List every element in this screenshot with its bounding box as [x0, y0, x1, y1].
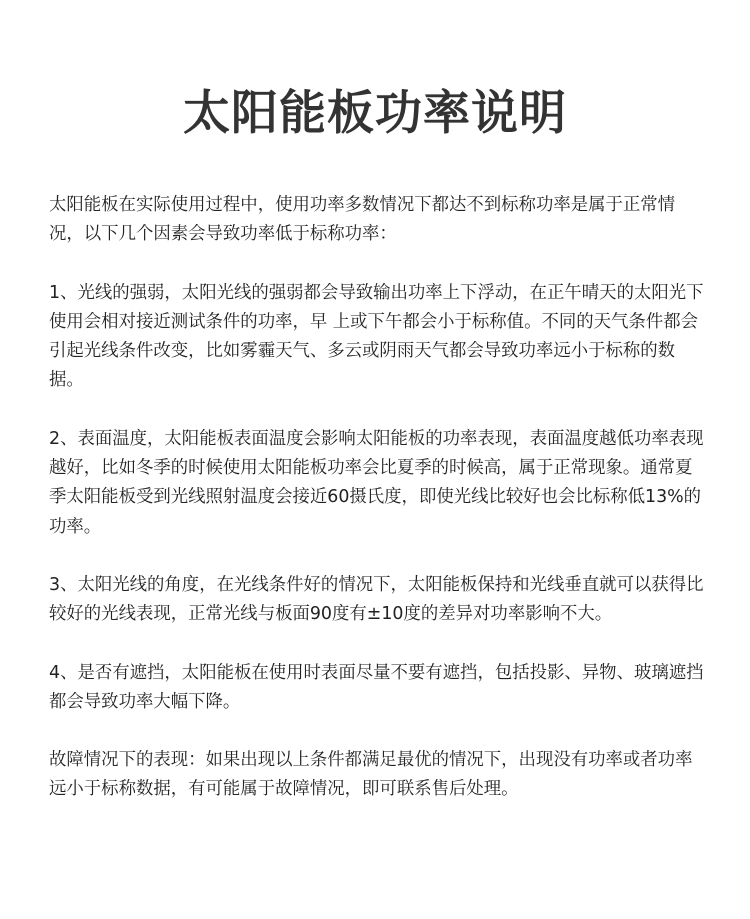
factor-shading-paragraph: 4、是否有遮挡，太阳能板在使用时表面尽量不要有遮挡，包括投影、异物、玻璃遮挡都会导致功率大幅下降。 [49, 662, 704, 712]
fault-paragraph: 故障情况下的表现：如果出现以上条件都满足最优的情况下，出现没有功率或者功率远小于标称数据，有可能属于故障情况，即可联系售后处理。 [49, 750, 693, 800]
factor-temperature-paragraph: 2、表面温度，太阳能板表面温度会影响太阳能板的功率表现，表面温度越低功率表现越好，比如冬季的时候使用太阳能板功率会比夏季的时候高，属于正常现象。通常夏季太阳能板受到光线照射温度会接近60摄氏度，即使光线比较好也会比标称低13%的功率。 [49, 428, 704, 537]
document-body [49, 191, 709, 834]
page-title: 太阳能板功率说明 [183, 86, 567, 141]
intro-paragraph: 太阳能板在实际使用过程中，使用功率多数情况下都达不到标称功率是属于正常情况，以下几个因素会导致功率低于标称功率： [49, 195, 676, 245]
factor-light-paragraph: 1、光线的强弱，太阳光线的强弱都会导致输出功率上下浮动，在正午晴天的太阳光下使用会相对接近测试条件的功率，早 上或下午都会小于标称值。不同的天气条件都会引起光线条件改变，比如雾霾天气、多云或阴雨天气都会导致功率远小于标称的数据。 [49, 282, 704, 391]
factor-angle-paragraph: 3、太阳光线的角度，在光线条件好的情况下，太阳能板保持和光线垂直就可以获得比较好的光线表现，正常光线与板面90度有±10度的差异对功率影响不大。 [49, 574, 704, 625]
